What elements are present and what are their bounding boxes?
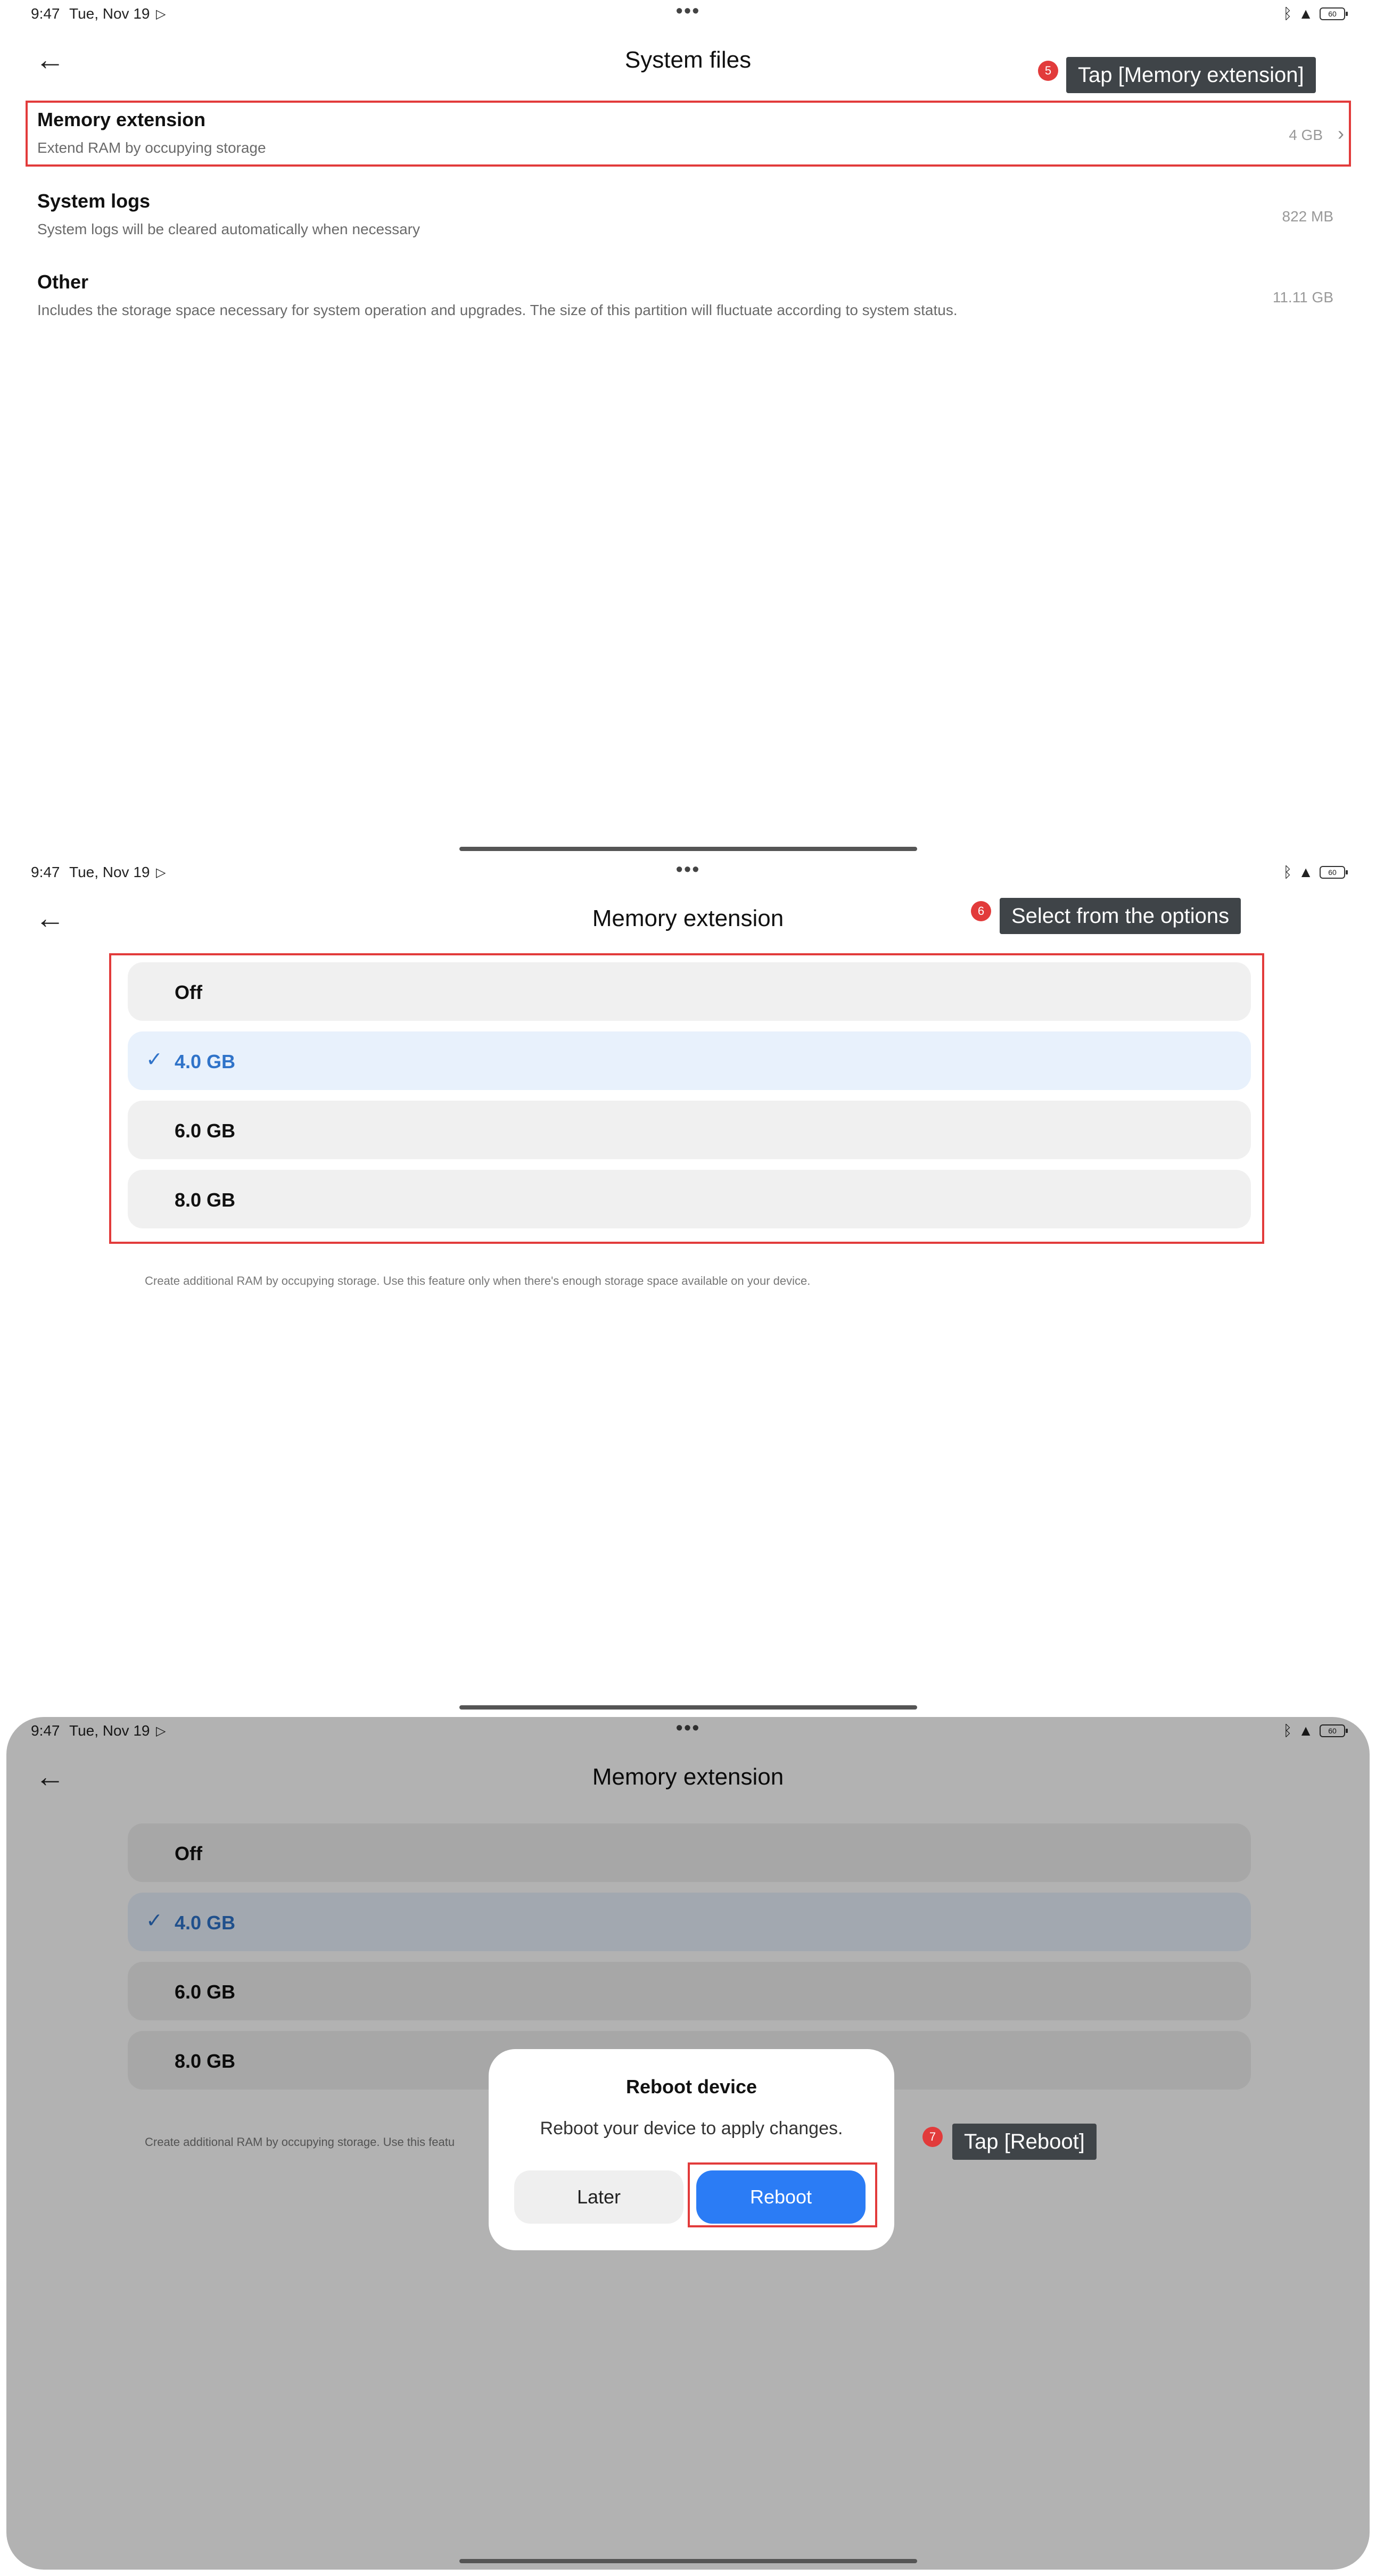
bluetooth-icon: ᛒ xyxy=(1283,864,1292,880)
option-label: 6.0 GB xyxy=(175,1120,236,1142)
instruction-tip: Tap [Reboot] xyxy=(952,2124,1097,2160)
page-title: Memory extension xyxy=(592,1764,784,1790)
row-title: System logs xyxy=(37,190,151,212)
bluetooth-icon: ᛒ xyxy=(1283,1722,1292,1739)
option-6gb[interactable] xyxy=(128,1101,1251,1159)
home-indicator[interactable] xyxy=(459,847,917,851)
home-indicator xyxy=(459,2559,917,2563)
wifi-icon: ▲ xyxy=(1298,864,1313,880)
system-logs-row[interactable] xyxy=(37,186,1344,250)
status-date: Tue, Nov 19 xyxy=(69,1722,150,1739)
row-subtitle: Extend RAM by occupying storage xyxy=(37,139,266,156)
row-subtitle: Includes the storage space necessary for system operation and upgrades. The size of this partition will fluctuate according to system status. xyxy=(37,302,958,318)
check-icon: ✓ xyxy=(146,1910,163,1932)
row-value: 822 MB xyxy=(1282,208,1333,225)
option-label: 8.0 GB xyxy=(175,2050,236,2072)
status-bar xyxy=(31,858,1345,886)
reboot-button[interactable]: Reboot xyxy=(696,2170,866,2224)
page-title: Memory extension xyxy=(592,905,784,931)
option-label: 4.0 GB xyxy=(175,1912,236,1934)
chevron-right-icon: › xyxy=(1338,122,1344,144)
memory-extension-row[interactable] xyxy=(37,104,1344,168)
status-icons xyxy=(1283,864,1345,881)
more-dots-icon[interactable]: ••• xyxy=(675,0,701,22)
back-arrow-icon: ← xyxy=(35,1760,65,1793)
info-note: Create additional RAM by occupying storage. Use this feature only when there's enough storage space available on your device. xyxy=(145,1274,811,1287)
step-badge: 5 xyxy=(1038,61,1058,81)
dialog-title: Reboot device xyxy=(625,2076,757,2098)
dimmed-screen xyxy=(6,1717,1370,2570)
wifi-icon: ▲ xyxy=(1298,5,1313,22)
page-title: System files xyxy=(624,47,752,73)
memory-extension-screen xyxy=(0,858,1376,1717)
dialog-message: Reboot your device to apply changes. xyxy=(540,2118,843,2139)
status-time: 9:47 xyxy=(31,864,60,880)
navigation-icon: ▷ xyxy=(156,1724,166,1738)
back-arrow-icon[interactable]: ← xyxy=(35,901,65,935)
option-label: Off xyxy=(175,1843,202,1864)
back-arrow-icon[interactable]: ← xyxy=(35,43,65,76)
navigation-icon: ▷ xyxy=(156,865,166,880)
wifi-icon: ▲ xyxy=(1298,1722,1313,1739)
option-8gb[interactable] xyxy=(128,1170,1251,1228)
home-indicator[interactable] xyxy=(459,1705,917,1710)
reboot-dialog-screen xyxy=(0,1717,1376,2576)
row-value: 11.11 GB xyxy=(1272,289,1333,306)
status-icons xyxy=(1283,5,1345,22)
more-dots-icon: ••• xyxy=(675,1717,701,1739)
info-note: Create additional RAM by occupying storage. Use this featu xyxy=(145,2135,455,2149)
more-dots-icon[interactable]: ••• xyxy=(675,858,701,881)
row-title: Other xyxy=(37,271,89,293)
system-files-screen xyxy=(0,0,1376,858)
status-bar xyxy=(31,0,1345,28)
navigation-icon: ▷ xyxy=(156,7,166,21)
option-label: Off xyxy=(175,981,202,1003)
battery-icon: 60 xyxy=(1320,866,1345,879)
option-label: 4.0 GB xyxy=(175,1051,236,1072)
instruction-tip: Tap [Memory extension] xyxy=(1066,57,1316,93)
step-badge: 7 xyxy=(922,2127,943,2147)
option-off[interactable] xyxy=(128,962,1251,1021)
status-date: Tue, Nov 19 xyxy=(69,864,150,880)
status-time: 9:47 xyxy=(31,1722,60,1739)
step-badge: 6 xyxy=(971,901,991,921)
option-label: 6.0 GB xyxy=(175,1981,236,2003)
bluetooth-icon: ᛒ xyxy=(1283,5,1292,22)
row-title: Memory extension xyxy=(37,109,206,130)
later-button[interactable]: Later xyxy=(514,2170,683,2224)
check-icon: ✓ xyxy=(146,1048,163,1071)
option-label: 8.0 GB xyxy=(175,1189,236,1211)
option-4gb[interactable] xyxy=(128,1031,1251,1090)
row-value: 4 GB xyxy=(1289,127,1323,143)
instruction-tip: Select from the options xyxy=(1000,898,1241,934)
row-subtitle: System logs will be cleared automatically when necessary xyxy=(37,221,420,237)
highlight-box xyxy=(688,2162,877,2227)
status-date: Tue, Nov 19 xyxy=(69,5,150,22)
battery-icon: 60 xyxy=(1320,1724,1345,1737)
battery-icon: 60 xyxy=(1320,7,1345,20)
status-time: 9:47 xyxy=(31,5,60,22)
other-row[interactable] xyxy=(37,267,1344,331)
